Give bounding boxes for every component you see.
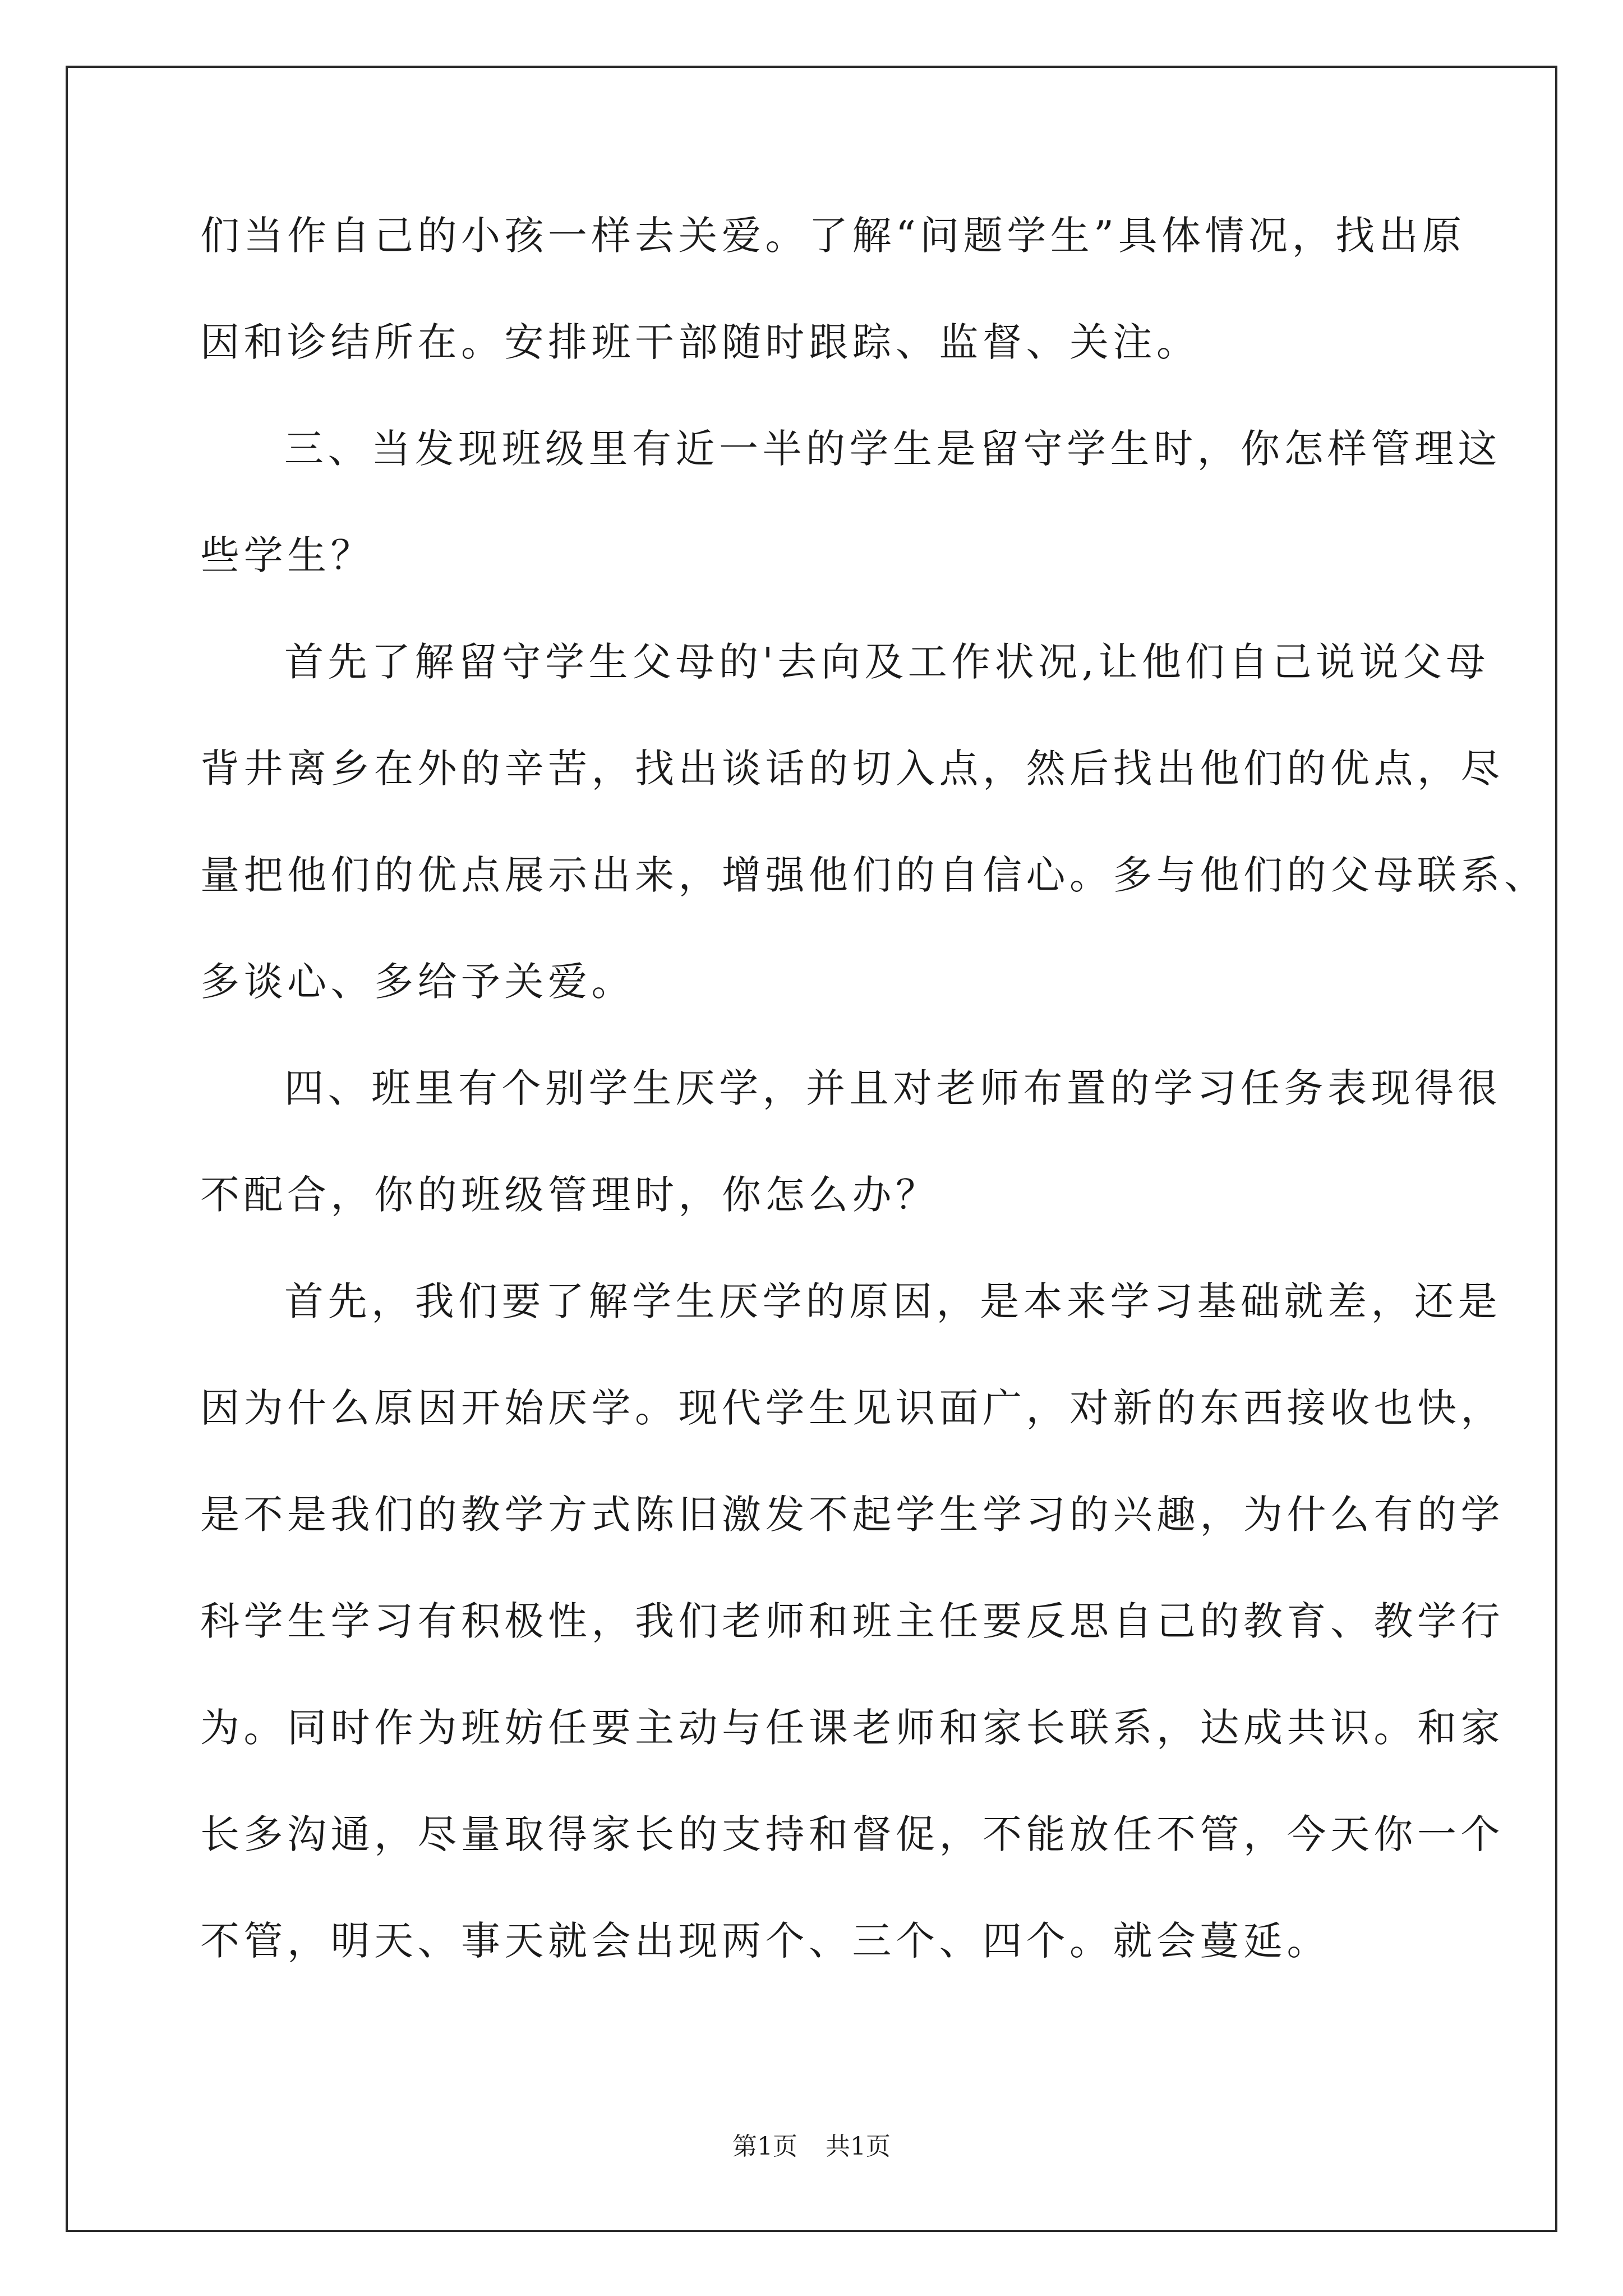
text-line: 科学生学习有积极性，我们老师和班主任要反思自己的教育、教学行 bbox=[200, 1598, 1504, 1644]
text-line: 是不是我们的教学方式陈旧激发不起学生学习的兴趣，为什么有的学 bbox=[200, 1492, 1504, 1538]
text-line: 不配合，你的班级管理时，你怎么办？ bbox=[200, 1172, 939, 1218]
text-line: 为。同时作为班妨任要主动与任课老师和家长联系，达成共识。和家 bbox=[200, 1705, 1504, 1751]
page-footer bbox=[0, 2134, 1623, 2159]
text-line: 背井离乡在外的辛苦，找出谈话的切入点，然后找出他们的优点，尽 bbox=[200, 746, 1504, 792]
text-line: 四、班里有个别学生厌学，并且对老师布置的学习任务表现得很 bbox=[284, 1065, 1501, 1111]
text-line: 不管，明天、事天就会出现两个、三个、四个。就会蔓延。 bbox=[200, 1918, 1330, 1964]
page-total: 共1页 bbox=[826, 2132, 891, 2161]
document-body bbox=[200, 213, 1548, 2028]
text-line: 因为什么原因开始厌学。现代学生见识面广，对新的东西接收也快， bbox=[200, 1385, 1504, 1431]
text-line: 量把他们的优点展示出来，增强他们的自信心。多与他们的父母联系、 bbox=[200, 852, 1548, 898]
text-line: 长多沟通，尽量取得家长的支持和督促，不能放任不管，今天你一个 bbox=[200, 1811, 1504, 1857]
text-line: 三、当发现班级里有近一半的学生是留守学生时，你怎样管理这 bbox=[284, 426, 1501, 472]
page-number: 第1页 bbox=[732, 2132, 797, 2161]
text-line: 们当作自己的小孩一样去关爱。了解“问题学生”具体情况，找出原 bbox=[200, 213, 1466, 259]
text-line: 因和诊结所在。安排班干部随时跟踪、监督、关注。 bbox=[200, 319, 1200, 365]
text-line: 多谈心、多给予关爱。 bbox=[200, 959, 635, 1005]
text-line: 首先了解留守学生父母的'去向及工作状况,让他们自己说说父母 bbox=[284, 639, 1490, 685]
text-line: 首先，我们要了解学生厌学的原因，是本来学习基础就差，还是 bbox=[284, 1278, 1501, 1324]
text-line: 些学生？ bbox=[200, 532, 374, 578]
